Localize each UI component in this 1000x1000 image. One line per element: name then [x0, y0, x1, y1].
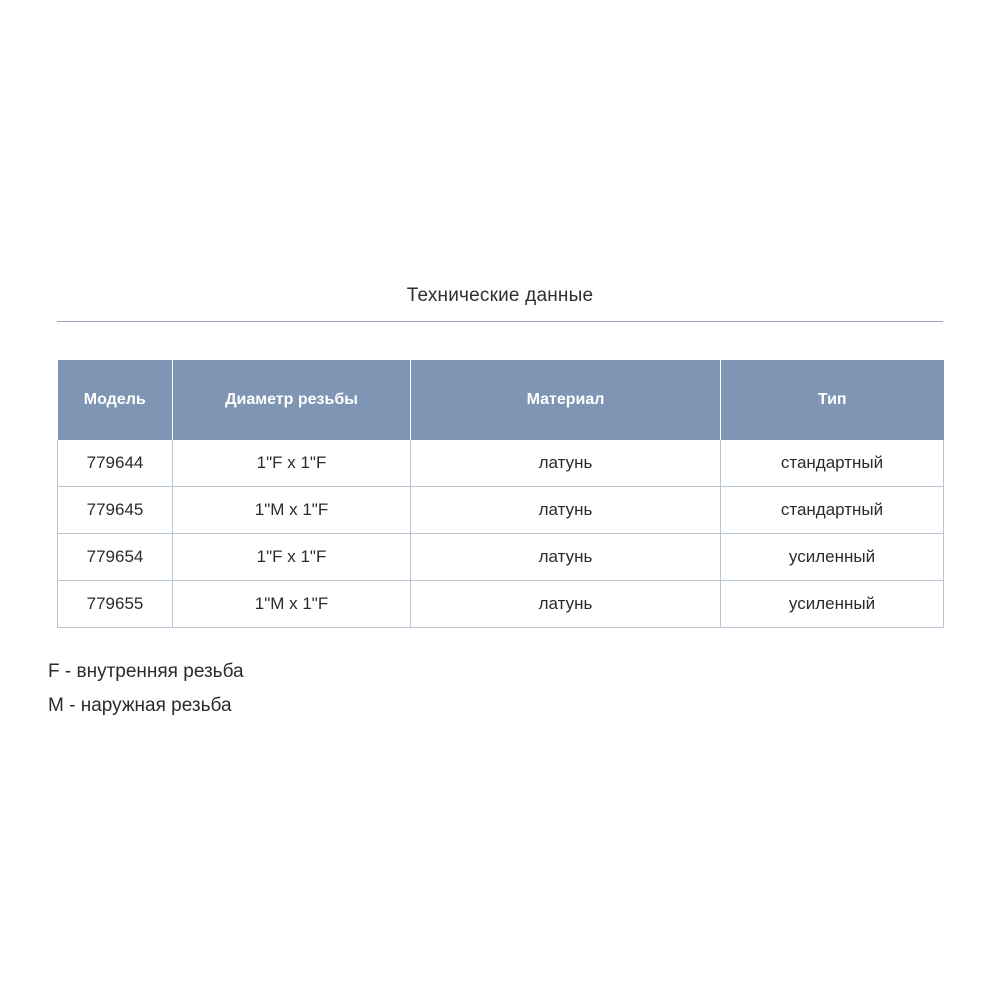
cell-type: усиленный	[721, 534, 944, 581]
cell-type: стандартный	[721, 440, 944, 487]
legend-line-male-thread: M - наружная резьба	[48, 695, 232, 716]
technical-data-block	[57, 285, 943, 628]
cell-material: латунь	[411, 487, 721, 534]
cell-material: латунь	[411, 440, 721, 487]
cell-thread: 1"M x 1"F	[173, 581, 411, 628]
table-row	[58, 534, 944, 581]
cell-model: 779654	[58, 534, 173, 581]
page-title: Технические данные	[406, 285, 594, 306]
cell-model: 779644	[58, 440, 173, 487]
legend-line-female-thread: F - внутренняя резьба	[48, 661, 244, 682]
cell-thread: 1"M x 1"F	[173, 487, 411, 534]
column-header-model: Модель	[58, 360, 173, 440]
column-header-type: Тип	[721, 360, 944, 440]
title-divider	[57, 321, 943, 322]
cell-material: латунь	[411, 581, 721, 628]
table-header	[58, 360, 944, 440]
table-row	[58, 581, 944, 628]
cell-model: 779655	[58, 581, 173, 628]
cell-type: стандартный	[721, 487, 944, 534]
table-row	[58, 440, 944, 487]
table-body	[58, 440, 944, 628]
legend	[48, 655, 244, 723]
table-header-row	[58, 360, 944, 440]
specifications-table	[57, 360, 944, 628]
cell-thread: 1"F x 1"F	[173, 534, 411, 581]
cell-model: 779645	[58, 487, 173, 534]
cell-type: усиленный	[721, 581, 944, 628]
column-header-material: Материал	[411, 360, 721, 440]
table-row	[58, 487, 944, 534]
cell-material: латунь	[411, 534, 721, 581]
column-header-thread: Диаметр резьбы	[173, 360, 411, 440]
cell-thread: 1"F x 1"F	[173, 440, 411, 487]
